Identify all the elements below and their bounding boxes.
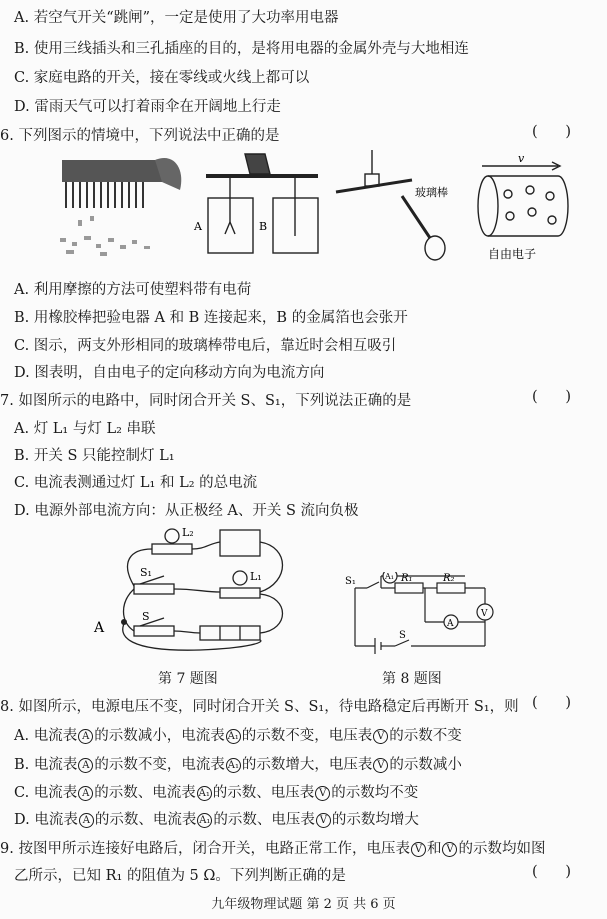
q7-s-label: S	[142, 610, 150, 623]
ammeter-a1-symbol: A₁	[227, 730, 239, 742]
q7-option-c: C. 电流表测通过灯 L₁ 和 L₂ 的总电流	[14, 475, 258, 491]
q5-option-a: A. 若空气开关“跳闸”，一定是使用了大功率用电器	[14, 10, 339, 26]
ammeter-a1-symbol: A₁	[198, 787, 210, 799]
comb-illustration	[60, 158, 181, 256]
q6-option-c: C. 图示，两支外形相同的玻璃棒带电后，靠近时会相互吸引	[14, 338, 397, 354]
q6-option-a: A. 利用摩擦的方法可使塑料带有电荷	[14, 282, 252, 298]
q9-answer-paren: ( )	[532, 864, 571, 880]
q8-a1-label: A₁	[385, 572, 394, 581]
q7-option-a: A. 灯 L₁ 与灯 L₂ 串联	[14, 421, 156, 437]
q8-r2-label: R₂	[443, 573, 455, 584]
q9-stem-line2: 乙所示，已知 R₁ 的阻值为 5 Ω。下列判断正确的是	[14, 868, 346, 884]
free-electron-label: 自由电子	[488, 247, 537, 261]
q7-option-d: D. 电源外部电流方向：从正极经 A、开关 S 流向负极	[14, 503, 359, 519]
q5-option-b: B. 使用三线插头和三孔插座的目的，是将用电器的金属外壳与大地相连	[14, 41, 469, 57]
q6-option-d: D. 图表明，自由电子的定向移动方向为电流方向	[14, 365, 325, 381]
q8-caption: 第 8 题图	[382, 671, 442, 687]
q7-l1-label: L₁	[250, 570, 262, 583]
q7-caption: 第 7 题图	[158, 671, 218, 687]
glass-rod-label: 玻璃棒	[415, 186, 448, 199]
q8-option-b: B. 电流表 A 的示数不变，电流表 A₁ 的示数增大，电压表 V 的示数减小	[14, 757, 462, 773]
q8-s1-label: S₁	[345, 576, 356, 587]
q7-s1-label: S₁	[140, 566, 152, 579]
q7-l2-label: L₂	[182, 526, 194, 539]
conductor-illustration	[478, 162, 568, 236]
voltmeter-v-symbol: V	[373, 729, 388, 744]
ammeter-a-symbol: A	[78, 758, 93, 773]
voltmeter-v-symbol: V	[315, 786, 330, 801]
q8-answer-paren: ( )	[532, 695, 571, 711]
q7-answer-paren: ( )	[532, 389, 571, 405]
q5-option-d: D. 雷雨天气可以打着雨伞在开阔地上行走	[14, 99, 281, 115]
electroscope-a-label: A	[194, 220, 202, 233]
q8-option-c: C. 电流表 A 的示数、电流表 A₁ 的示数、电压表 V 的示数均不变	[14, 785, 419, 801]
ammeter-a-symbol: A	[78, 786, 93, 801]
ammeter-a1-symbol: A₁	[227, 759, 239, 771]
voltmeter-v-symbol: V	[316, 813, 331, 828]
voltmeter-v2-symbol: V	[442, 842, 457, 857]
q7-a-label: A	[94, 620, 105, 636]
q9-stem-line1: 9. 按图甲所示连接好电路后，闭合开关，电路正常工作，电压表 V 和 V 的示数均如图	[0, 841, 546, 857]
q8-v-label: V	[481, 609, 488, 619]
q6-stem: 6. 下列图示的情境中，下列说法中正确的是	[0, 128, 280, 144]
q8-stem: 8. 如图所示，电源电压不变，同时闭合开关 S、S₁，待电路稳定后再断开 S₁，则	[0, 699, 519, 715]
q8-circuit-figure	[345, 572, 495, 662]
q8-a-label: A	[447, 619, 454, 629]
voltmeter-v1-symbol: V	[411, 842, 426, 857]
ammeter-a1-symbol: A₁	[199, 814, 211, 826]
glass-rods-illustration	[336, 150, 445, 260]
q7-stem: 7. 如图所示的电路中，同时闭合开关 S、S₁，下列说法正确的是	[0, 393, 412, 409]
q7-option-b: B. 开关 S 只能控制灯 L₁	[14, 448, 175, 464]
q6-answer-paren: ( )	[532, 124, 571, 140]
q6-figures	[40, 150, 580, 268]
q7-circuit-figure	[90, 522, 320, 662]
velocity-label: v	[518, 152, 525, 165]
ammeter-a-symbol: A	[78, 729, 93, 744]
q8-r1-label: R₁	[401, 573, 413, 584]
electroscopes-illustration	[206, 154, 318, 253]
q5-option-c: C. 家庭电路的开关，接在零线或火线上都可以	[14, 70, 310, 86]
electroscope-b-label: B	[259, 220, 268, 233]
q6-option-b: B. 用橡胶棒把验电器 A 和 B 连接起来，B 的金属箔也会张开	[14, 310, 408, 326]
page-footer: 九年级物理试题 第 2 页 共 6 页	[211, 897, 396, 912]
ammeter-a-symbol: A	[79, 813, 94, 828]
q8-option-d: D. 电流表 A 的示数、电流表 A₁ 的示数、电压表 V 的示数均增大	[14, 812, 419, 828]
q8-option-a: A. 电流表 A 的示数减小，电流表 A₁ 的示数不变，电压表 V 的示数不变	[14, 728, 462, 744]
voltmeter-v-symbol: V	[373, 758, 388, 773]
q8-s-label: S	[399, 630, 406, 641]
